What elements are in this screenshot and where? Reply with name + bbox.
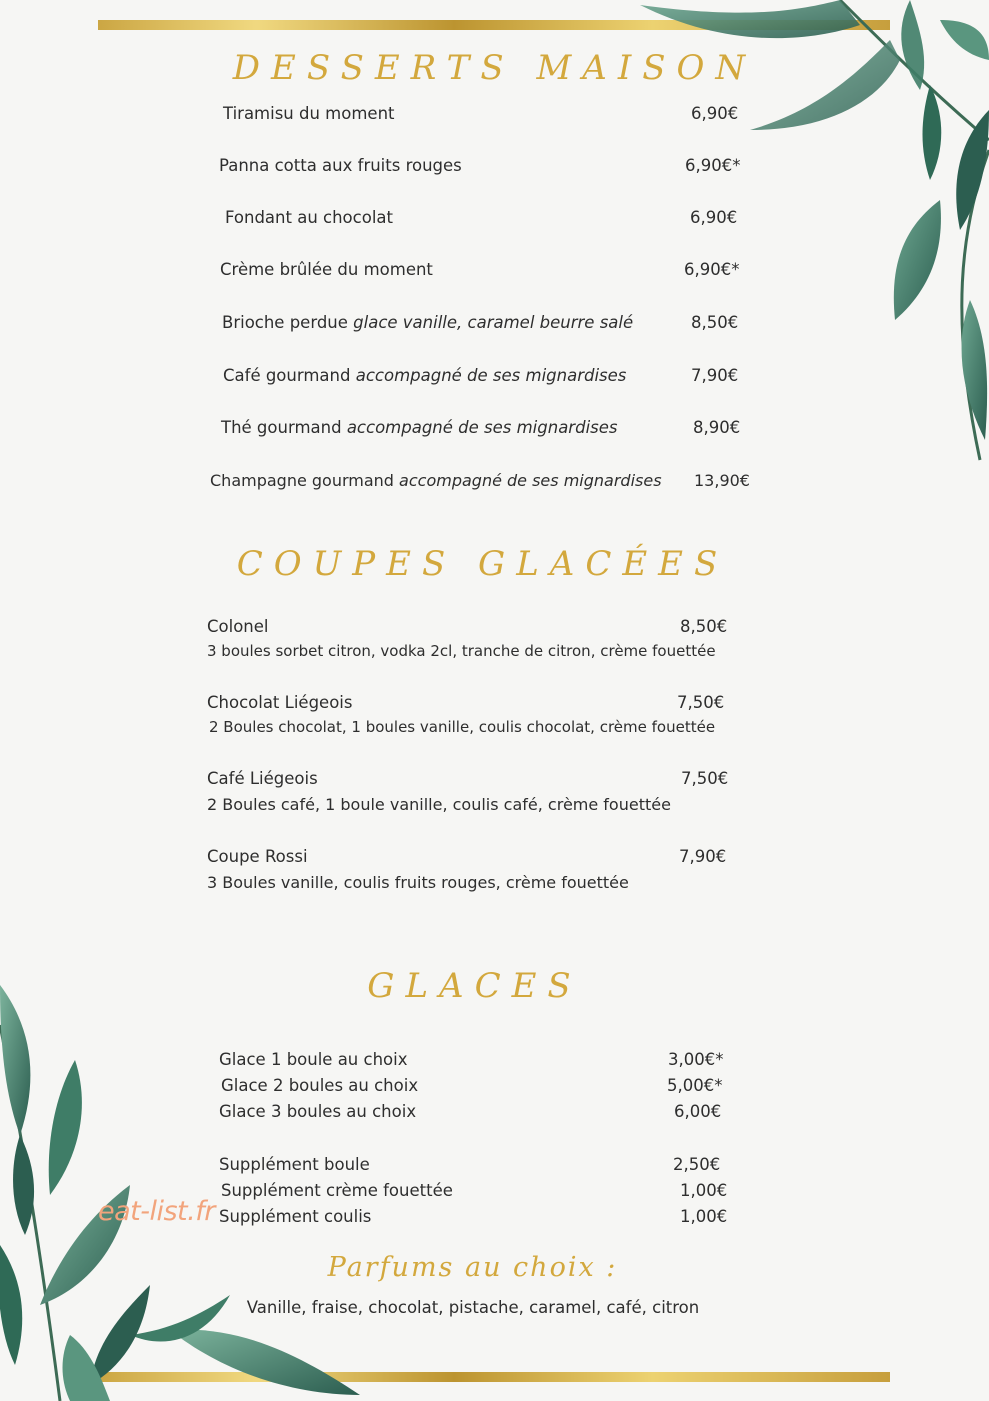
dessert-item-name: Café gourmand accompagné de ses mignardises [223, 366, 627, 385]
dessert-item-price: 6,90€ [690, 208, 738, 227]
coupes-section-title: COUPES GLACÉES [236, 544, 729, 584]
coupe-item-price: 8,50€ [680, 617, 728, 636]
supplement-item-name: Supplément boule [219, 1155, 370, 1174]
coupe-item-name: Colonel [207, 617, 269, 636]
dessert-item-name: Fondant au chocolat [225, 208, 393, 227]
dessert-item-price: 6,90€* [684, 260, 740, 279]
coupe-item-description: 2 Boules café, 1 boule vanille, coulis café, crème fouettée [207, 795, 671, 814]
coupe-item-name: Café Liégeois [207, 769, 318, 788]
dessert-item-price: 8,90€ [693, 418, 741, 437]
coupe-item-price: 7,90€ [679, 847, 727, 866]
coupe-item-price: 7,50€ [677, 693, 725, 712]
dessert-item-name: Panna cotta aux fruits rouges [219, 156, 462, 175]
dessert-item-price: 7,90€ [691, 366, 739, 385]
desserts-section-title: DESSERTS MAISON [232, 48, 757, 88]
dessert-item-name: Thé gourmand accompagné de ses mignardises [221, 418, 618, 437]
coupe-item-description: 2 Boules chocolat, 1 boules vanille, coulis chocolat, crème fouettée [209, 718, 716, 736]
glace-item-price: 3,00€* [668, 1050, 724, 1069]
watermark-text: eat-list.fr [98, 1196, 215, 1227]
coupe-item-price: 7,50€ [681, 769, 729, 788]
supplement-item-price: 1,00€ [680, 1207, 728, 1226]
dessert-item-name: Champagne gourmand accompagné de ses mignardises [210, 471, 662, 490]
coupe-item-description: 3 boules sorbet citron, vodka 2cl, tranche de citron, crème fouettée [207, 642, 716, 660]
dessert-item-name: Brioche perdue glace vanille, caramel beurre salé [222, 313, 634, 332]
coupe-item-description: 3 Boules vanille, coulis fruits rouges, crème fouettée [207, 873, 629, 892]
coupe-item-name: Coupe Rossi [207, 847, 308, 866]
supplement-item-name: Supplément crème fouettée [221, 1181, 453, 1200]
dessert-item-price: 6,90€ [691, 104, 739, 123]
dessert-item-price: 8,50€ [691, 313, 739, 332]
dessert-item-price: 13,90€ [694, 471, 750, 490]
dessert-item-name: Crème brûlée du moment [220, 260, 433, 279]
supplement-item-price: 1,00€ [680, 1181, 728, 1200]
flavors-title: Parfums au choix : [327, 1252, 618, 1283]
glace-item-name: Glace 1 boule au choix [219, 1050, 408, 1069]
flavors-list: Vanille, fraise, chocolat, pistache, caramel, café, citron [246, 1298, 700, 1317]
glace-item-name: Glace 2 boules au choix [221, 1076, 419, 1095]
glaces-section-title: GLACES [367, 966, 582, 1006]
dessert-item-price: 6,90€* [685, 156, 741, 175]
dessert-item-name: Tiramisu du moment [223, 104, 395, 123]
glace-item-name: Glace 3 boules au choix [219, 1102, 417, 1121]
coupe-item-name: Chocolat Liégeois [207, 693, 353, 712]
supplement-item-price: 2,50€ [673, 1155, 721, 1174]
glace-item-price: 6,00€ [674, 1102, 722, 1121]
supplement-item-name: Supplément coulis [219, 1207, 372, 1226]
glace-item-price: 5,00€* [667, 1076, 723, 1095]
